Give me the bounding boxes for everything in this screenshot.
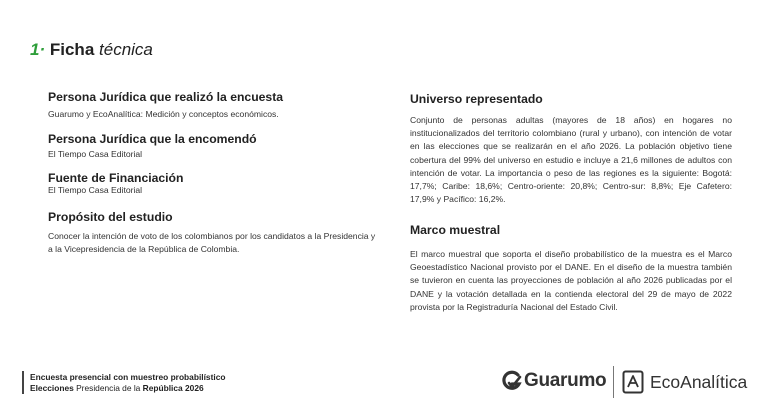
guarumo-logo bbox=[500, 370, 606, 392]
section-text-financiacion: El Tiempo Casa Editorial bbox=[48, 185, 143, 195]
footer-line1: Encuesta presencial con muestreo probabilístico bbox=[30, 372, 226, 382]
ecoanalitica-wordmark: EcoAnalítica bbox=[650, 371, 748, 392]
section-number: 1· bbox=[30, 40, 46, 59]
section-text-encomendo: El Tiempo Casa Editorial bbox=[48, 149, 143, 159]
title-bold: Ficha bbox=[49, 40, 95, 59]
footer-caption bbox=[30, 372, 225, 394]
section-text-universo: Conjunto de personas adultas (mayores de 18 años) en hogares no institucionalizados del territorio colombiano (rural y urbano), con intención de votar en las elecciones que se realizarán en el año 2026. La población objetivo tiene cobertura del 99% del universo en estudio e incluye a 21,6 millones de adultos con intención de votar. La importancia o peso de las regiones es la siguiente: Bogotá: 17,7%; Caribe: 18,6%; Centro-oriente: 20,8%; Centro-sur: 8,8%; Eje Cafetero: 17,9% y Pacífico: 16,2%. bbox=[410, 115, 732, 205]
ecoanalitica-logo bbox=[622, 370, 747, 394]
section-heading-marco: Marco muestral bbox=[410, 223, 501, 237]
footer-divider bbox=[22, 371, 24, 394]
ecoanalitica-mark-icon bbox=[622, 370, 644, 394]
logos bbox=[500, 366, 748, 400]
guarumo-wordmark: Guarumo bbox=[524, 370, 607, 391]
section-heading-proposito: Propósito del estudio bbox=[48, 210, 173, 224]
logo-divider bbox=[613, 366, 614, 398]
section-text-marco: El marco muestral que soporta el diseño probabilístico de la muestra es el Marco Geoestadístico Nacional provisto por el DANE. En el diseño de la muestra también se tuvieron en cuenta las proyecciones de población al año 2026 publicadas por el DANE y la votación detallada en la contienda electoral del 29 de mayo de 2022 provista por la Registraduría Nacional del Estado Civil. bbox=[410, 249, 732, 312]
title-italic: técnica bbox=[99, 40, 153, 59]
section-text-realizo: Guarumo y EcoAnalítica: Medición y conceptos económicos. bbox=[48, 109, 279, 119]
section-heading-universo: Universo representado bbox=[410, 92, 543, 106]
section-heading-realizo: Persona Jurídica que realizó la encuesta bbox=[48, 90, 284, 104]
section-heading-encomendo: Persona Jurídica que la encomendó bbox=[48, 132, 257, 146]
footer-elecciones: Elecciones bbox=[30, 383, 74, 393]
section-heading-financiacion: Fuente de Financiación bbox=[48, 171, 184, 185]
footer-republica: República 2026 bbox=[142, 383, 204, 393]
section-text-proposito: Conocer la intención de voto de los colombianos por los candidatos a la Presidencia y a la Vicepresidencia de la República de Colombia. bbox=[48, 231, 376, 255]
guarumo-mark-icon bbox=[500, 370, 524, 392]
page-title bbox=[30, 40, 153, 60]
footer-presidencia: Presidencia de la bbox=[76, 383, 141, 393]
